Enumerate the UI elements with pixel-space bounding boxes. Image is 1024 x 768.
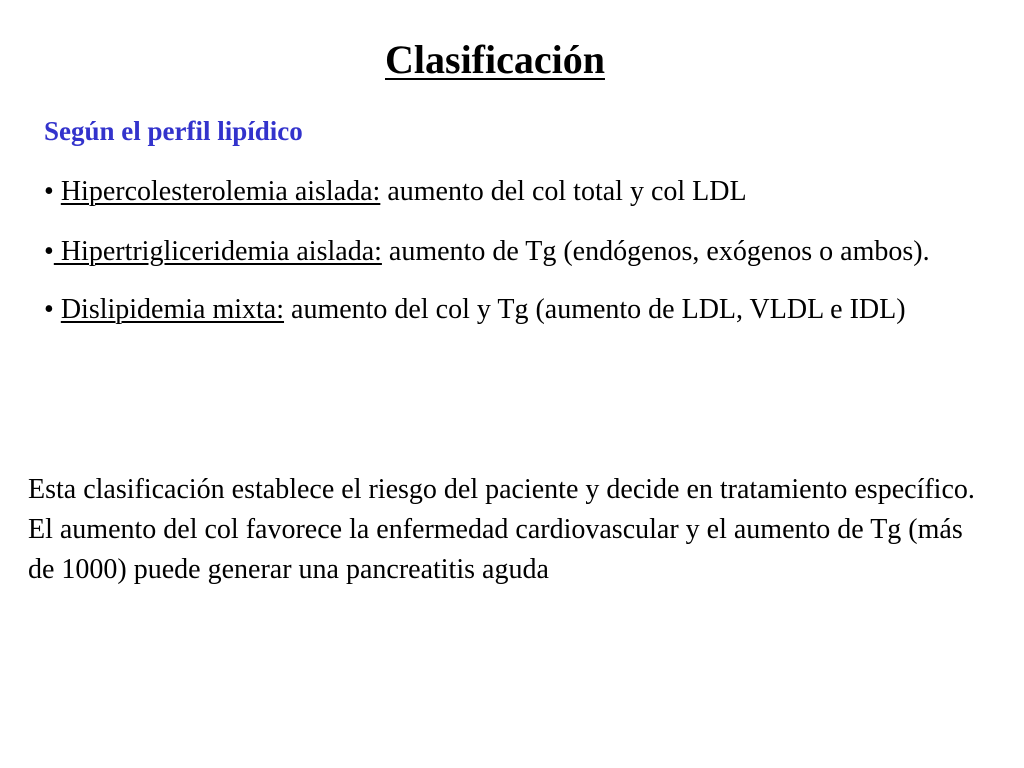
bullet-term: Hipercolesterolemia aislada: <box>60 176 381 207</box>
bullet-description: aumento del col total y col LDL <box>387 176 747 207</box>
bullet-item <box>44 232 944 272</box>
bullet-item <box>44 290 944 330</box>
bullet-item <box>44 172 944 212</box>
bullet-description: aumento de Tg (endógenos, exógenos o ambos). <box>388 236 930 267</box>
subheading: Según el perfil lipídico <box>44 116 303 146</box>
bullet-term: Hipertrigliceridemia aislada: <box>53 236 382 267</box>
slide-title: Clasificación <box>385 37 605 82</box>
bullet-marker: • <box>44 236 54 267</box>
bullet-description: aumento del col y Tg (aumento de LDL, VLDL e IDL) <box>291 294 906 325</box>
bullet-marker: • <box>44 176 54 207</box>
bullet-list <box>44 172 944 348</box>
bullet-marker: • <box>44 294 54 325</box>
bullet-term: Dislipidemia mixta: <box>60 294 285 325</box>
summary-paragraph: Esta clasificación establece el riesgo del paciente y decide en tratamiento específico. El aumento del col favorece la enfermedad cardiovascular y el aumento de Tg (más de 1000) puede generar una pancreatitis aguda <box>28 474 975 585</box>
